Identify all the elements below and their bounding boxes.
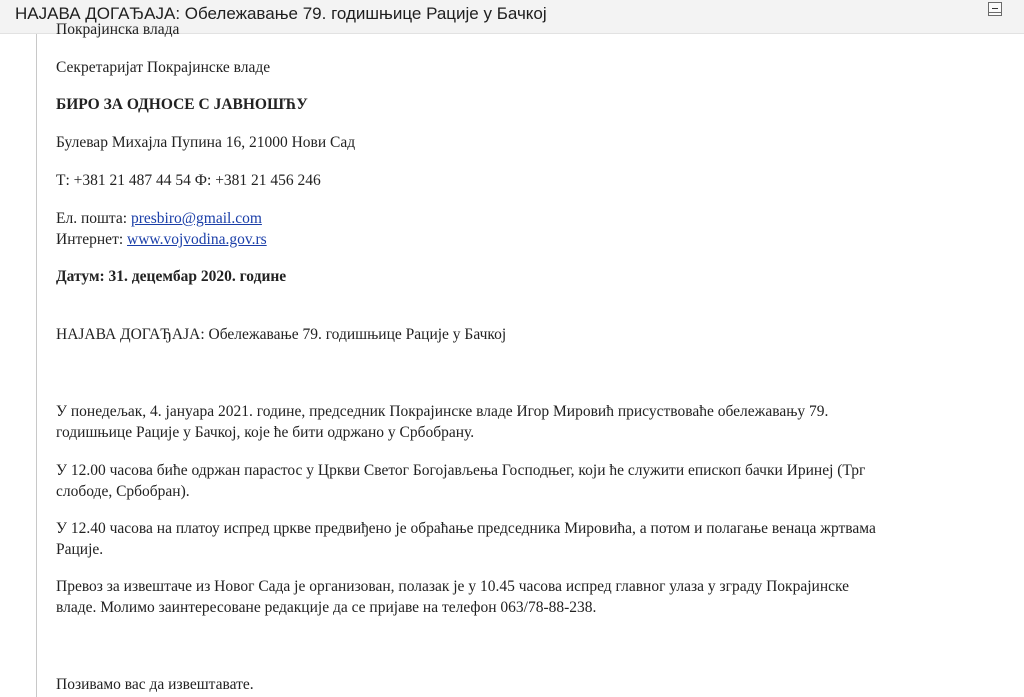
bureau-name: БИРО ЗА ОДНОСЕ С ЈАВНОШЋУ: [56, 96, 308, 113]
paragraph-4-line-2: владе. Молимо заинтересоване редакције да се пријаве на телефон 063/78-88-238.: [56, 599, 597, 616]
address-line: Булевар Михајла Пупина 16, 21000 Нови Сад: [56, 134, 356, 151]
quote-divider: [36, 34, 37, 697]
date-line: Датум: 31. децембар 2020. године: [56, 268, 287, 285]
paragraph-3-line-2: Рације.: [56, 541, 104, 558]
paragraph-2-line-2: слободе, Србобран).: [56, 483, 190, 500]
clipped-text-line: Покрајинска влада: [56, 21, 180, 38]
subject-line: НАЈАВА ДОГАЂАЈА: Обележавање 79. годишњице Рације у Бачкој: [56, 326, 507, 343]
paragraph-1-line-2: годишњице Рације у Бачкој, које ће бити одржано у Србобрану.: [56, 424, 475, 441]
secretariat-line: Секретаријат Покрајинске владе: [56, 59, 271, 76]
collapse-icon[interactable]: [988, 2, 1002, 16]
paragraph-4-line-1: Превоз за извештаче из Новог Сада је организован, полазак је у 10.45 часова испред главног улаза у зграду Покрајинске: [56, 578, 850, 595]
email-line: [56, 209, 262, 229]
phone-fax-line: Т: +381 21 487 44 54 Ф: +381 21 456 246: [56, 172, 321, 189]
website-link[interactable]: www.vojvodina.gov.rs: [127, 231, 267, 248]
paragraph-3-line-1: У 12.40 часова на платоу испред цркве предвиђено је обраћање председника Мировића, а потом и полагање венаца жртвама: [56, 520, 876, 537]
web-label: Интернет:: [56, 231, 128, 248]
web-line: [56, 230, 267, 250]
email-link[interactable]: presbiro@gmail.com: [130, 210, 262, 227]
message-subject-title: НАЈАВА ДОГАЂАЈА: Обележавање 79. годишњице Рације у Бачкој: [15, 4, 547, 23]
email-label: Ел. пошта:: [56, 210, 131, 227]
closing-line: Позивамо вас да извештавате.: [56, 676, 254, 693]
paragraph-1-line-1: У понедељак, 4. јануара 2021. године, председник Покрајинске владе Игор Мировић присуствоваће обележавању 79.: [56, 403, 829, 420]
paragraph-2-line-1: У 12.00 часова биће одржан парастос у Цркви Светог Богојављења Господњег, који ће служити епископ бачки Иринеј (Трг: [56, 462, 866, 479]
